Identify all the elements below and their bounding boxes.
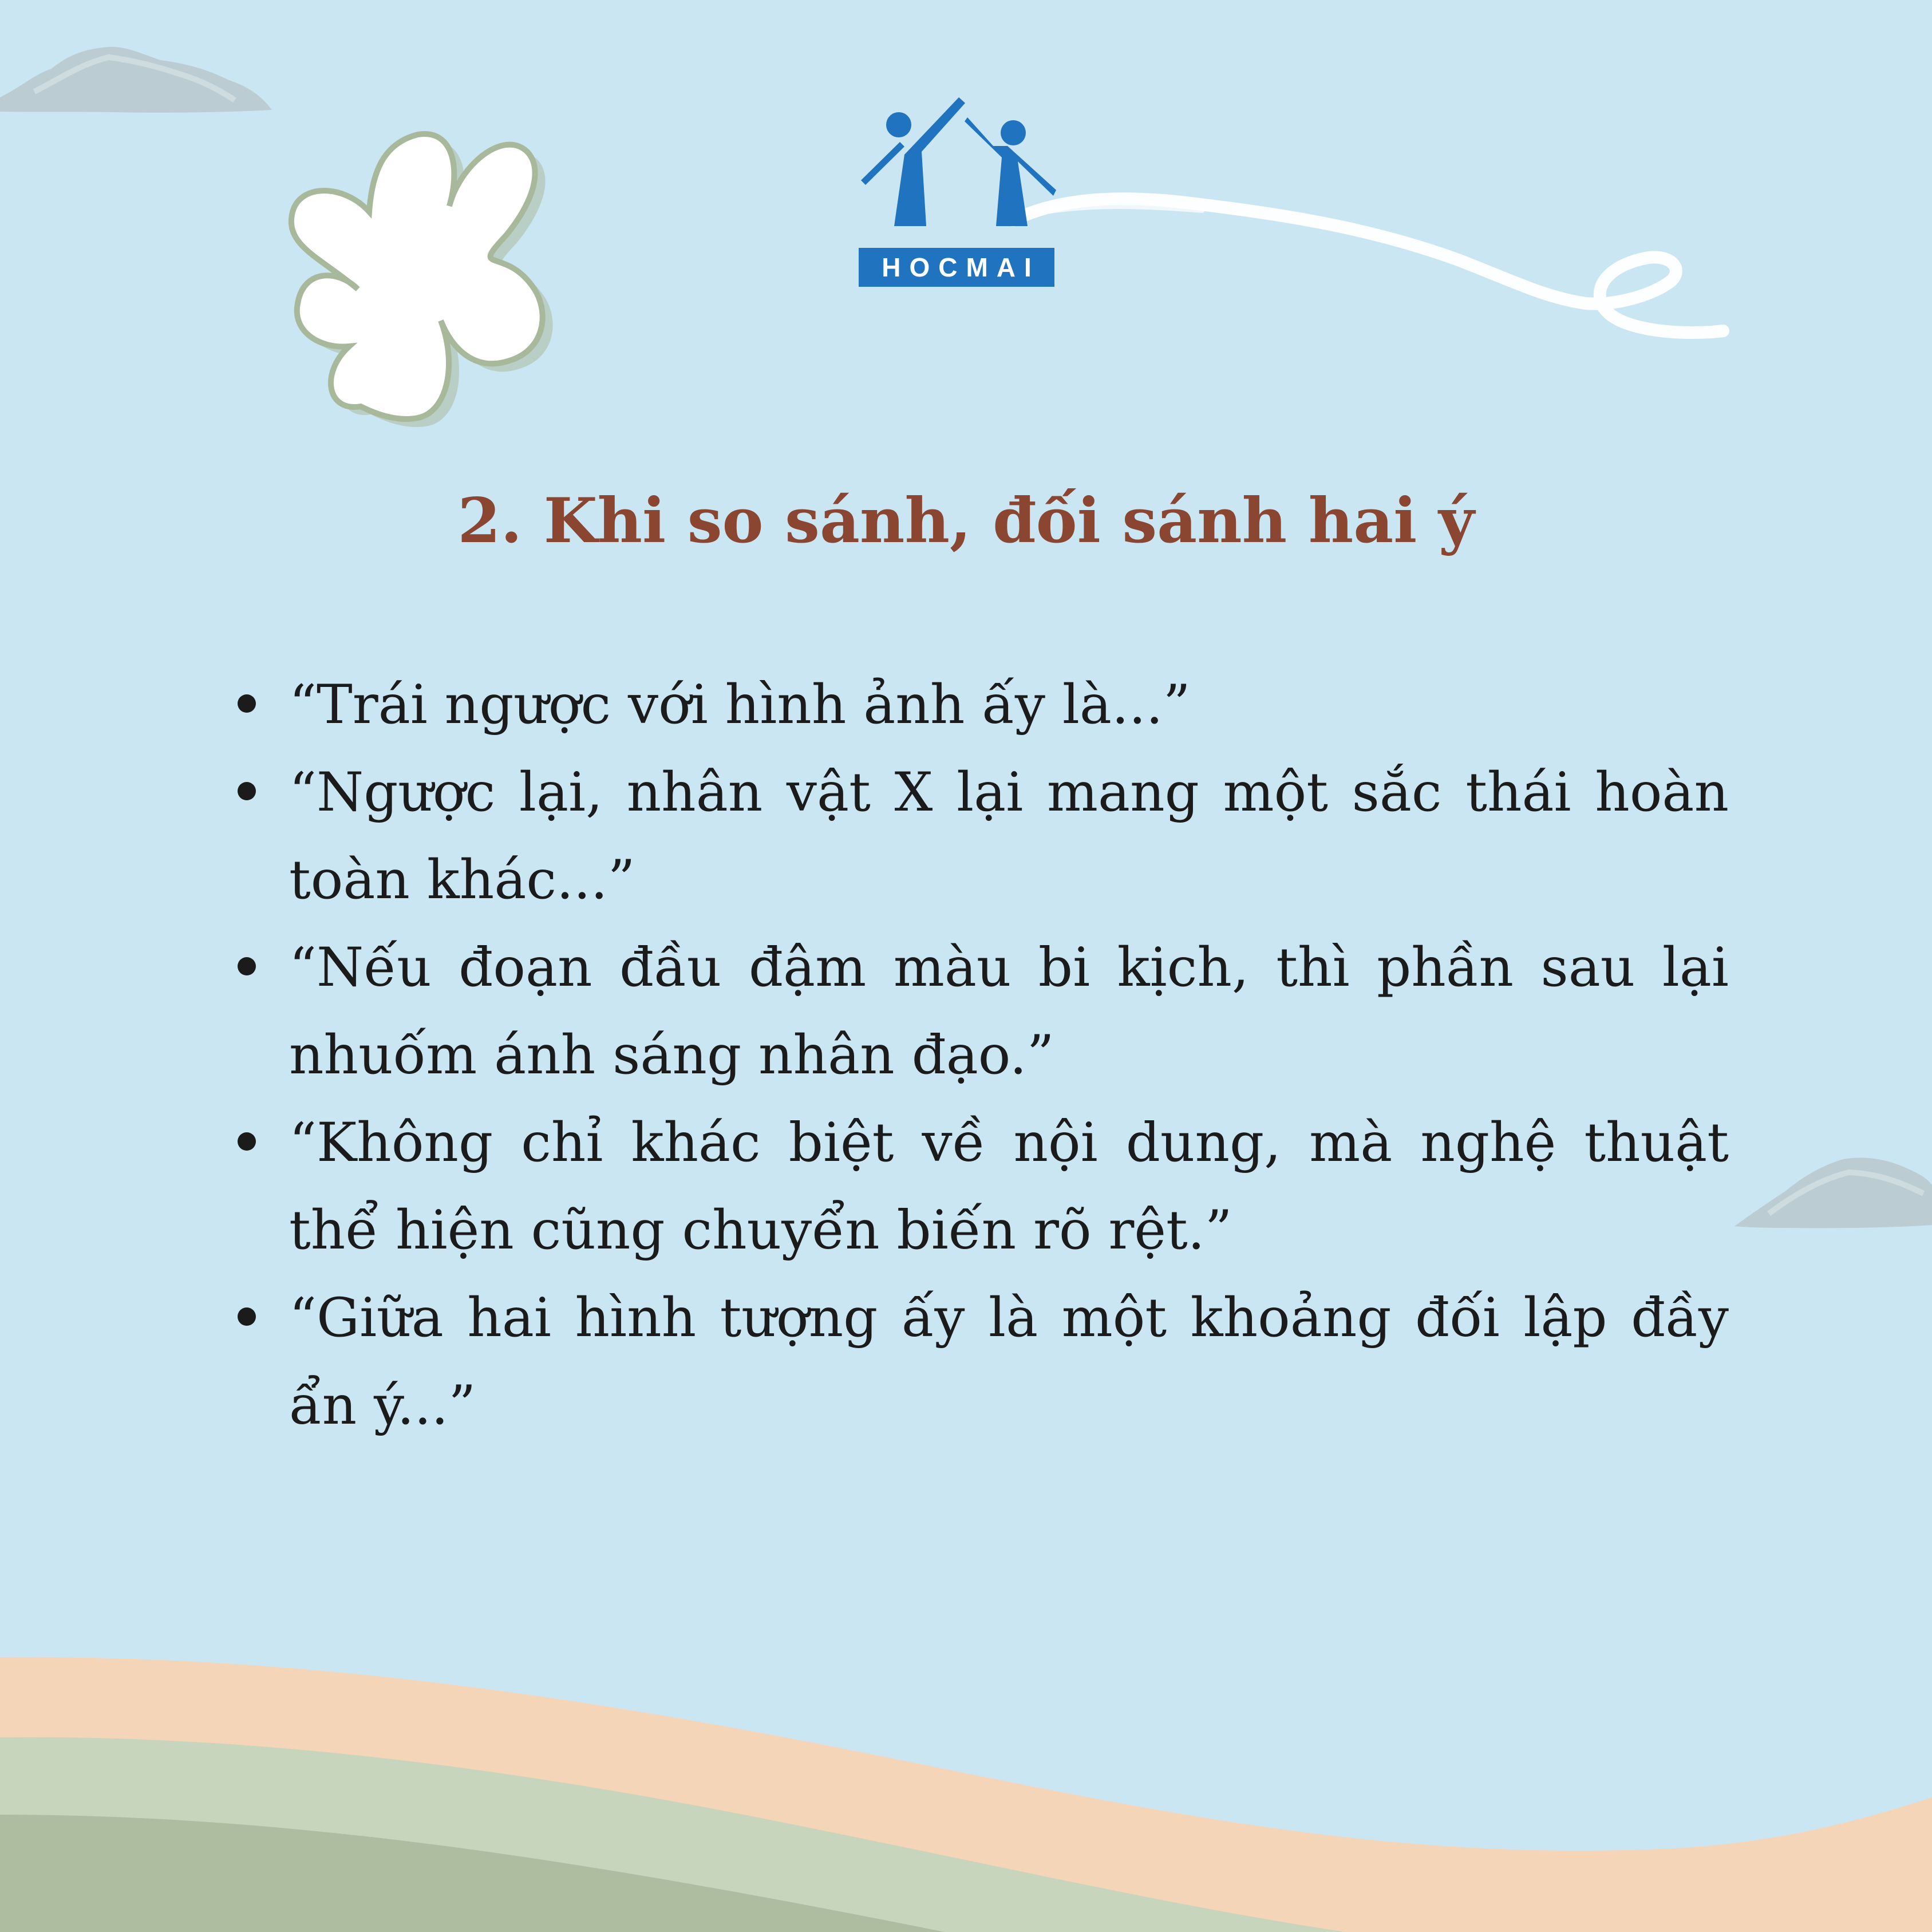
bullet-dot-icon [238, 1307, 256, 1326]
cloud-icon [1735, 1157, 1932, 1228]
ribbon-swirl [1013, 199, 1723, 333]
bullet-dot-icon [238, 957, 256, 975]
phrase-list [229, 661, 1729, 1449]
list-item [229, 1099, 1729, 1274]
list-item-text: “Nếu đoạn đầu đậm màu bi kịch, thì phần sau lại nhuốm ánh sáng nhân đạo.” [289, 937, 1729, 1086]
list-item-text: “Không chỉ khác biệt về nội dung, mà nghệ thuật thể hiện cũng chuyển biến rõ rệt.” [289, 1112, 1729, 1262]
cloud-icon [0, 47, 272, 113]
section-heading: 2. Khi so sánh, đối sánh hai ý [457, 485, 1475, 557]
list-item-text: “Giữa hai hình tượng ấy là một khoảng đối lập đầy ẩn ý...” [289, 1287, 1729, 1437]
list-item [229, 1274, 1729, 1449]
wave-bands [0, 1657, 1932, 1932]
flower-icon [291, 134, 553, 427]
bullet-dot-icon [238, 694, 256, 713]
bullet-dot-icon [238, 1132, 256, 1151]
list-item-text: “Ngược lại, nhân vật X lại mang một sắc thái hoàn toàn khác...” [289, 761, 1729, 911]
list-item [229, 749, 1729, 924]
list-item-text: “Trái ngược với hình ảnh ấy là...” [289, 674, 1191, 736]
logo-wordmark: HOCMAI [859, 248, 1054, 287]
bullet-dot-icon [238, 782, 256, 800]
list-item [229, 661, 1729, 749]
list-item [229, 924, 1729, 1099]
